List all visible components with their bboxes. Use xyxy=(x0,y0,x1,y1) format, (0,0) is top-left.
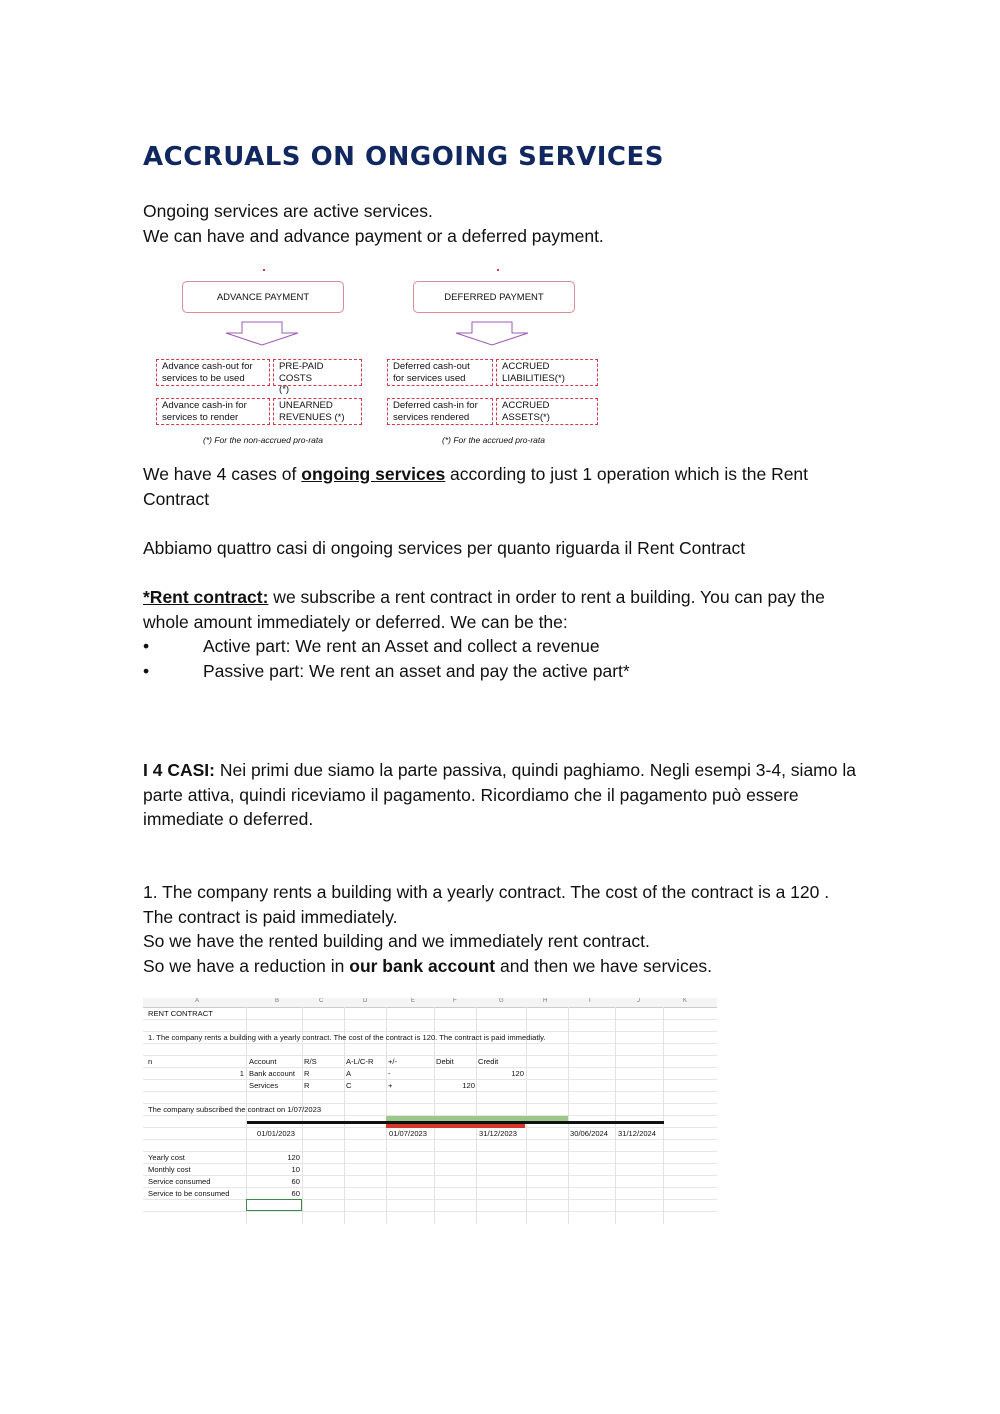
date-subscription: 01/07/2023 xyxy=(389,1129,428,1138)
row-1-credit: 120 xyxy=(511,1069,524,1078)
selected-cell[interactable] xyxy=(246,1199,302,1211)
arrow-down-icon xyxy=(226,322,298,345)
intro-line-1: Ongoing services are active services. xyxy=(143,201,433,221)
date-year-end: 31/12/2023 xyxy=(479,1129,518,1138)
bank-account-emphasis: our bank account xyxy=(349,955,496,976)
spreadsheet-image xyxy=(143,998,717,1224)
row-2-rs: R xyxy=(304,1081,310,1090)
sheet-title: RENT CONTRACT xyxy=(148,1009,213,1018)
ongoing-services-emphasis: ongoing services xyxy=(301,464,446,484)
header-account: Account xyxy=(249,1057,277,1066)
row-2-account: Services xyxy=(249,1081,279,1090)
intro-paragraph xyxy=(143,199,863,248)
subscribed-note: The company subscribed the contract on 1/07/2023 xyxy=(148,1105,322,1114)
accrued-assets-cell: ACCRUED ASSETS(*) xyxy=(496,398,598,425)
summary-value-monthly: 10 xyxy=(291,1165,300,1174)
header-sign: +/- xyxy=(388,1057,398,1066)
deferred-payment-header: DEFERRED PAYMENT xyxy=(413,281,575,313)
summary-value-consumed: 60 xyxy=(291,1177,300,1186)
advance-cash-in-cell: Advance cash-in for services to render xyxy=(156,398,270,425)
row-1-rs: R xyxy=(304,1069,310,1078)
payment-diagram xyxy=(150,265,605,455)
row-1-sign: - xyxy=(388,1069,391,1078)
cases-intro-paragraph: We have 4 cases of ongoing services according to just 1 operation which is the Rent Contract xyxy=(143,464,809,509)
left-footnote: (*) For the non-accrued pro-rata xyxy=(203,435,323,445)
date-contract-end: 30/06/2024 xyxy=(570,1129,609,1138)
row-1-alcr: A xyxy=(346,1069,352,1078)
summary-label-consumed: Service consumed xyxy=(148,1177,211,1186)
header-rs: R/S xyxy=(304,1057,317,1066)
casi-label: I 4 CASI: xyxy=(143,760,215,780)
italian-intro-paragraph: Abbiamo quattro casi di ongoing services per quanto riguarda il Rent Contract xyxy=(143,538,746,558)
summary-label-to-be-consumed: Service to be consumed xyxy=(148,1189,230,1198)
row-1-n: 1 xyxy=(239,1069,244,1078)
unearned-revenues-cell: UNEARNED REVENUES (*) xyxy=(273,398,362,425)
summary-value-to-be-consumed: 60 xyxy=(291,1189,300,1198)
deferred-cash-in-cell: Deferred cash-in for services rendered xyxy=(387,398,493,425)
row-2-sign: + xyxy=(388,1081,393,1090)
summary-value-yearly: 120 xyxy=(287,1153,300,1162)
date-start: 01/01/2023 xyxy=(257,1129,296,1138)
summary-label-yearly: Yearly cost xyxy=(148,1153,185,1162)
header-debit: Debit xyxy=(436,1057,454,1066)
header-credit: Credit xyxy=(478,1057,499,1066)
header-alcr: A-L/C-R xyxy=(346,1057,374,1066)
accrued-liabilities-cell: ACCRUED LIABILITIES(*) xyxy=(496,359,598,386)
consumed-period-bar xyxy=(386,1124,525,1128)
page-title: ACCRUALS ON ONGOING SERVICES xyxy=(143,142,664,172)
sheet-description: 1. The company rents a building with a yearly contract. The cost of the contract is 120. The contract is paid immediatly. xyxy=(148,1033,546,1042)
column-header-row: A B C D E F G H I J K xyxy=(143,998,717,1008)
advance-cash-out-cell: Advance cash-out for services to be used xyxy=(156,359,270,386)
deferred-cash-out-cell: Deferred cash-out for services used xyxy=(387,359,493,386)
header-n: n xyxy=(148,1057,153,1066)
rent-contract-label: *Rent contract: xyxy=(143,587,269,607)
case-1-paragraph: 1. The company rents a building with a yearly contract. The cost of the contract is a 120 . The contract is paid immediately. So we have the rented building and we immediately rent contract. So we have a reduction in our bank account and then we have services. xyxy=(143,882,830,976)
summary-label-monthly: Monthly cost xyxy=(148,1165,191,1174)
arrow-down-icon xyxy=(456,322,528,345)
row-2-alcr: C xyxy=(346,1081,352,1090)
row-1-account: Bank account xyxy=(249,1069,296,1078)
prepaid-costs-cell: PRE-PAID COSTS (*) xyxy=(273,359,362,386)
date-next-year-end: 31/12/2024 xyxy=(618,1129,657,1138)
row-2-debit: 120 xyxy=(462,1081,475,1090)
intro-line-2: We can have and advance payment or a deferred payment. xyxy=(143,225,604,246)
advance-payment-header: ADVANCE PAYMENT xyxy=(182,281,344,313)
rent-contract-paragraph: *Rent contract: we subscribe a rent contract in order to rent a building. You can pay the whole amount immediately or deferred. We can be the: xyxy=(143,587,825,632)
casi-paragraph: I 4 CASI: Nei primi due siamo la parte passiva, quindi paghiamo. Negli esempi 3-4, siamo la parte attiva, quindi riceviamo il pagamento. Ricordiamo che il pagamento può essere immediate o deferred. xyxy=(143,760,856,829)
right-footnote: (*) For the accrued pro-rata xyxy=(442,435,545,445)
